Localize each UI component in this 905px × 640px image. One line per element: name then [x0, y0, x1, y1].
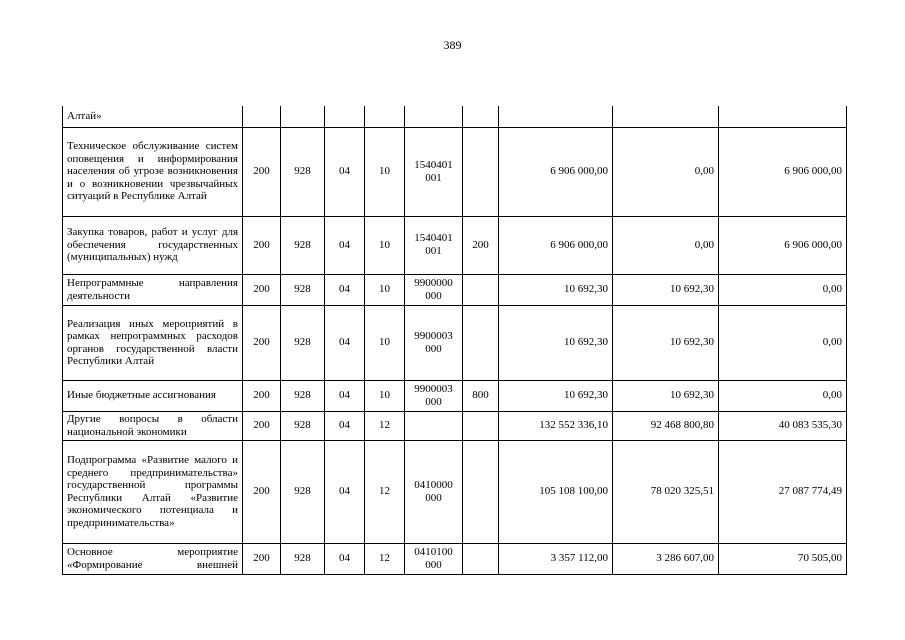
cell-sum-2: 10 692,30: [613, 305, 719, 380]
cell-target-article: [405, 305, 463, 380]
cell-sum-2: 10 692,30: [613, 274, 719, 305]
cell-sum-2: 3 286 607,00: [613, 543, 719, 574]
row-name: Алтай»: [63, 106, 243, 127]
cell-expense-type: [463, 127, 499, 216]
row-name: Техническое обслуживание систем оповещения и информирования населения об угрозе возникновения и о возникновении чрезвычайных ситуаций в Республике Алтай: [63, 127, 243, 216]
cell-target-article: [405, 274, 463, 305]
table-body: [63, 106, 847, 574]
cell-expense-type: [463, 305, 499, 380]
cell-rz: 200: [243, 216, 281, 274]
cell-expense-type: [463, 411, 499, 440]
target-article-part2: 000: [425, 342, 442, 355]
cell-sum-total: [499, 106, 613, 127]
cell-section: 04: [325, 127, 365, 216]
cell-rz: 200: [243, 380, 281, 411]
target-article-part2: 000: [425, 491, 442, 504]
cell-target-article: [405, 411, 463, 440]
cell-expense-type: [463, 274, 499, 305]
cell-section: 04: [325, 274, 365, 305]
cell-sum-2: 0,00: [613, 127, 719, 216]
cell-grbs: 928: [281, 380, 325, 411]
target-article-part2: 000: [425, 558, 442, 571]
table-row: [63, 305, 847, 380]
cell-subsection: 12: [365, 440, 405, 543]
row-name: Закупка товаров, работ и услуг для обеспечения государственных (муниципальных) нужд: [63, 216, 243, 274]
target-article-part1: 9900000: [414, 276, 453, 289]
target-article-part2: 000: [425, 289, 442, 302]
cell-subsection: [365, 106, 405, 127]
target-article-part1: 9900003: [414, 382, 453, 395]
cell-sum-3: 70 505,00: [719, 543, 847, 574]
cell-sum-total: 6 906 000,00: [499, 127, 613, 216]
budget-table: [62, 106, 847, 575]
row-name: Подпрограмма «Развитие малого и среднего предпринимательства» государственной программы Республики Алтай «Развитие экономического потенциала и предпринимательства»: [63, 440, 243, 543]
target-article-part2: 001: [425, 171, 442, 184]
cell-sum-2: 0,00: [613, 216, 719, 274]
cell-grbs: 928: [281, 411, 325, 440]
row-name: Основное мероприятие «Формирование внешней: [63, 543, 243, 574]
cell-expense-type: 200: [463, 216, 499, 274]
target-article-part1: 9900003: [414, 329, 453, 342]
cell-sum-3: 6 906 000,00: [719, 127, 847, 216]
cell-subsection: 12: [365, 543, 405, 574]
cell-sum-total: 10 692,30: [499, 274, 613, 305]
cell-subsection: 10: [365, 127, 405, 216]
cell-target-article: [405, 127, 463, 216]
row-name: Реализация иных мероприятий в рамках непрограммных расходов органов государственной власти Республики Алтай: [63, 305, 243, 380]
cell-section: 04: [325, 305, 365, 380]
cell-expense-type: [463, 106, 499, 127]
cell-sum-2: 10 692,30: [613, 380, 719, 411]
cell-sum-total: 10 692,30: [499, 305, 613, 380]
cell-sum-2: 78 020 325,51: [613, 440, 719, 543]
target-article-part2: 001: [425, 245, 442, 257]
cell-grbs: 928: [281, 440, 325, 543]
cell-target-article: [405, 440, 463, 543]
target-article-part2: 000: [425, 395, 442, 408]
cell-sum-total: 10 692,30: [499, 380, 613, 411]
cell-sum-3: [719, 106, 847, 127]
table-row: [63, 380, 847, 411]
cell-section: 04: [325, 440, 365, 543]
cell-section: 04: [325, 216, 365, 274]
row-name: Непрограммные направления деятельности: [63, 274, 243, 305]
table-row: [63, 274, 847, 305]
table-row: [63, 127, 847, 216]
cell-subsection: 10: [365, 380, 405, 411]
cell-sum-3: 6 906 000,00: [719, 216, 847, 274]
cell-grbs: 928: [281, 127, 325, 216]
cell-sum-total: 6 906 000,00: [499, 216, 613, 274]
cell-sum-2: 92 468 800,80: [613, 411, 719, 440]
cell-grbs: [281, 106, 325, 127]
cell-rz: 200: [243, 411, 281, 440]
cell-rz: 200: [243, 305, 281, 380]
cell-sum-3: 0,00: [719, 305, 847, 380]
cell-target-article: [405, 106, 463, 127]
target-article-part1: 0410100: [414, 545, 453, 558]
cell-target-article: [405, 380, 463, 411]
cell-grbs: 928: [281, 274, 325, 305]
cell-sum-2: [613, 106, 719, 127]
cell-target-article: [405, 543, 463, 574]
cell-grbs: 928: [281, 305, 325, 380]
table-row: [63, 106, 847, 127]
cell-section: 04: [325, 380, 365, 411]
table-row: [63, 216, 847, 274]
cell-sum-3: 40 083 535,30: [719, 411, 847, 440]
page-number: 389: [443, 38, 462, 52]
cell-grbs: 928: [281, 543, 325, 574]
cell-subsection: 10: [365, 305, 405, 380]
cell-subsection: 10: [365, 216, 405, 274]
cell-rz: 200: [243, 543, 281, 574]
cell-sum-total: 105 108 100,00: [499, 440, 613, 543]
target-article-part1: 1540401: [414, 158, 453, 171]
cell-grbs: 928: [281, 216, 325, 274]
cell-section: 04: [325, 543, 365, 574]
cell-rz: 200: [243, 274, 281, 305]
cell-sum-total: 3 357 112,00: [499, 543, 613, 574]
table-row: [63, 440, 847, 543]
row-name: Иные бюджетные ассигнования: [63, 380, 243, 411]
cell-subsection: 12: [365, 411, 405, 440]
cell-sum-3: 27 087 774,49: [719, 440, 847, 543]
table-row: [63, 543, 847, 574]
table-row: [63, 411, 847, 440]
cell-section: [325, 106, 365, 127]
cell-sum-total: 132 552 336,10: [499, 411, 613, 440]
cell-sum-3: 0,00: [719, 274, 847, 305]
cell-rz: 200: [243, 440, 281, 543]
cell-section: 04: [325, 411, 365, 440]
cell-expense-type: [463, 543, 499, 574]
cell-expense-type: 800: [463, 380, 499, 411]
cell-expense-type: [463, 440, 499, 543]
cell-rz: [243, 106, 281, 127]
row-name: Другие вопросы в области национальной экономики: [63, 411, 243, 440]
cell-target-article: [405, 216, 463, 274]
target-article-part1: 0410000: [414, 478, 453, 491]
cell-rz: 200: [243, 127, 281, 216]
target-article-part1: 1540401: [414, 232, 453, 244]
cell-subsection: 10: [365, 274, 405, 305]
cell-sum-3: 0,00: [719, 380, 847, 411]
